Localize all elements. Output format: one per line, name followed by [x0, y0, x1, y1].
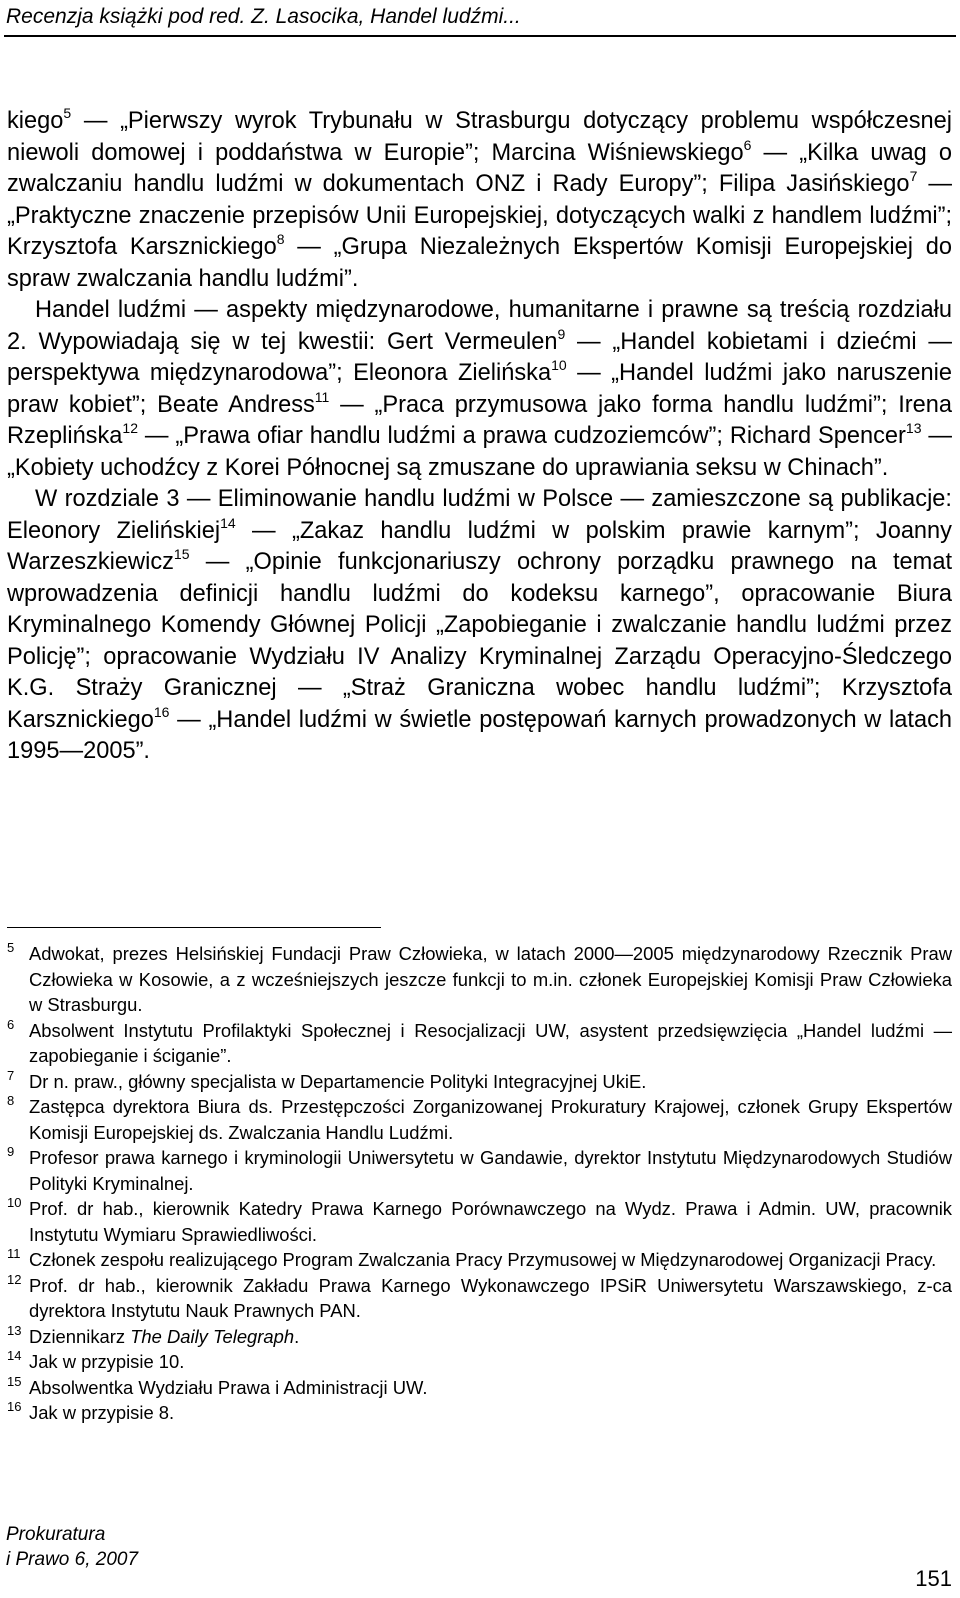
footnote-13: 13 Dziennikarz The Daily Telegraph. [7, 1322, 300, 1347]
paragraph-3: W rozdziale 3 — Eliminowanie handlu ludźmi w Polsce — zamieszczone są publikacje: Eleonory Zielińskiej$^{14}$ — „Zakaz handlu ludźmi w polskim prawie karnym”; Joanny Warzeszkiewicz$^{15}$ — „Opinie funkcjonariuszy ochrony porządku prawnego na temat wprowadzenia definicji handlu ludźmi do kodeksu karnego”, opracowanie Biura Kryminalnego Komendy Głównej Policji „Zapobieganie i zwalczanie handlu ludźmi przez Policję”; opracowanie Wydziału IV Analizy Kryminalnej Zarządu Operacyjno-Śledczego K.G. Straży Granicznej — „Straż Graniczna wobec handlu ludźmi”; Krzysztofa Karsznickiego$^{16}$ — „Handel ludźmi w świetle postępowań karnych prowadzonych w latach 1995—2005”. [7, 486, 952, 764]
footnote-11: 11 Członek zespołu realizującego Program Zwalczania Pracy Przymusowej w Międzynarodowej Organizacji Pracy. [7, 1246, 937, 1270]
footnote-7: 7 Dr n. praw., główny specjalista w Departamencie Polityki Integracyjnej UkiE. [7, 1067, 647, 1092]
page-number: 151 [915, 1566, 952, 1591]
paragraph-1: kiego$^5$ — „Pierwszy wyrok Trybunału w Strasburgu dotyczący problemu współczesnej niewoli domowej i poddaństwa w Europie”; Marcina Wiśniewskiego$^6$ — „Kilka uwag o zwalczaniu handlu ludźmi w dokumentach ONZ i Rady Europy”; Filipa Jasińskiego$^7$ — „Praktyczne znaczenie przepisów Unii Europejskiej, dotyczących walki z handlem ludźmi”; Krzysztofa Karsznickiego$^8$ — „Grupa Niezależnych Ekspertów Komisji Europejskiej do spraw zwalczania handlu ludźmi”. [7, 105, 953, 292]
journal-issue: i Prawo 6, 2007 [6, 1549, 139, 1570]
main-text [7, 106, 952, 768]
paragraph-2: Handel ludźmi — aspekty międzynarodowe, humanitarne i prawne są treścią rozdziału 2. Wypowiadają się w tej kwestii: Gert Vermeulen$^9$ — „Handel kobietami i dziećmi — perspektywa międzynarodowa”; Eleonora Zielińska$^{10}$ — „Handel ludźmi jako naruszenie praw kobiet”; Beate Andress$^{11}$ — „Praca przymusowa jako forma handlu ludźmi”; Irena Rzeplińska$^{12}$ — „Prawa ofiar handlu ludźmi a prawa cudzoziemców”; Richard Spencer$^{13}$ — „Kobiety uchodźcy z Korei Północnej są zmuszane do uprawiania seksu w Chinach”. [7, 297, 952, 481]
footnote-separator [7, 927, 381, 928]
footnote-12: 12 Prof. dr hab., kierownik Zakładu Prawa Karnego Wykonawczego IPSiR Uniwersytetu Warszawskiego, z-ca dyrektora Instytutu Nauk Prawnych PAN. [7, 1271, 952, 1321]
footnote-16: 16 Jak w przypisie 8. [7, 1399, 175, 1423]
footnote-9: 9 Profesor prawa karnego i kryminologii Uniwersytetu w Gandawie, dyrektor Instytutu Międzynarodowych Studiów Polityki Kryminalnej. [7, 1144, 952, 1194]
running-header: Recenzja książki pod red. Z. Lasocika, Handel ludźmi... [6, 5, 521, 28]
footnote-8: 8 Zastępca dyrektora Biura ds. Przestępczości Zorganizowanej Prokuratury Krajowej, członek Grupy Ekspertów Komisji Europejskiej ds. Zwalczania Handlu Ludźmi. [7, 1093, 952, 1143]
footnote-10: 10 Prof. dr hab., kierownik Katedry Prawa Karnego Porównawczego na Wydz. Prawa i Admin. UW, pracownik Instytutu Wymiaru Sprawiedliwości. [7, 1195, 952, 1245]
footnote-14: 14 Jak w przypisie 10. [7, 1348, 185, 1372]
header-rule [4, 35, 956, 37]
footnotes [7, 941, 952, 1426]
footnote-6: 6 Absolwent Instytutu Profilaktyki Społecznej i Resocjalizacji UW, asystent przedsięwzięcia „Handel ludźmi — zapobieganie i ściganie”. [7, 1016, 952, 1066]
journal-name: Prokuratura [6, 1524, 106, 1545]
footnote-5: 5 Adwokat, prezes Helsińskiej Fundacji Praw Człowieka, w latach 2000—2005 międzynarodowy Rzecznik Praw Człowieka w Kosowie, a z wcześniejszych jeszcze funkcji to m.in. członek Europejskiej Komisji Praw Człowieka w Strasburgu. [7, 940, 952, 1015]
footnote-15: 15 Absolwentka Wydziału Prawa i Administracji UW. [7, 1373, 428, 1398]
journal-info [6, 1522, 138, 1572]
